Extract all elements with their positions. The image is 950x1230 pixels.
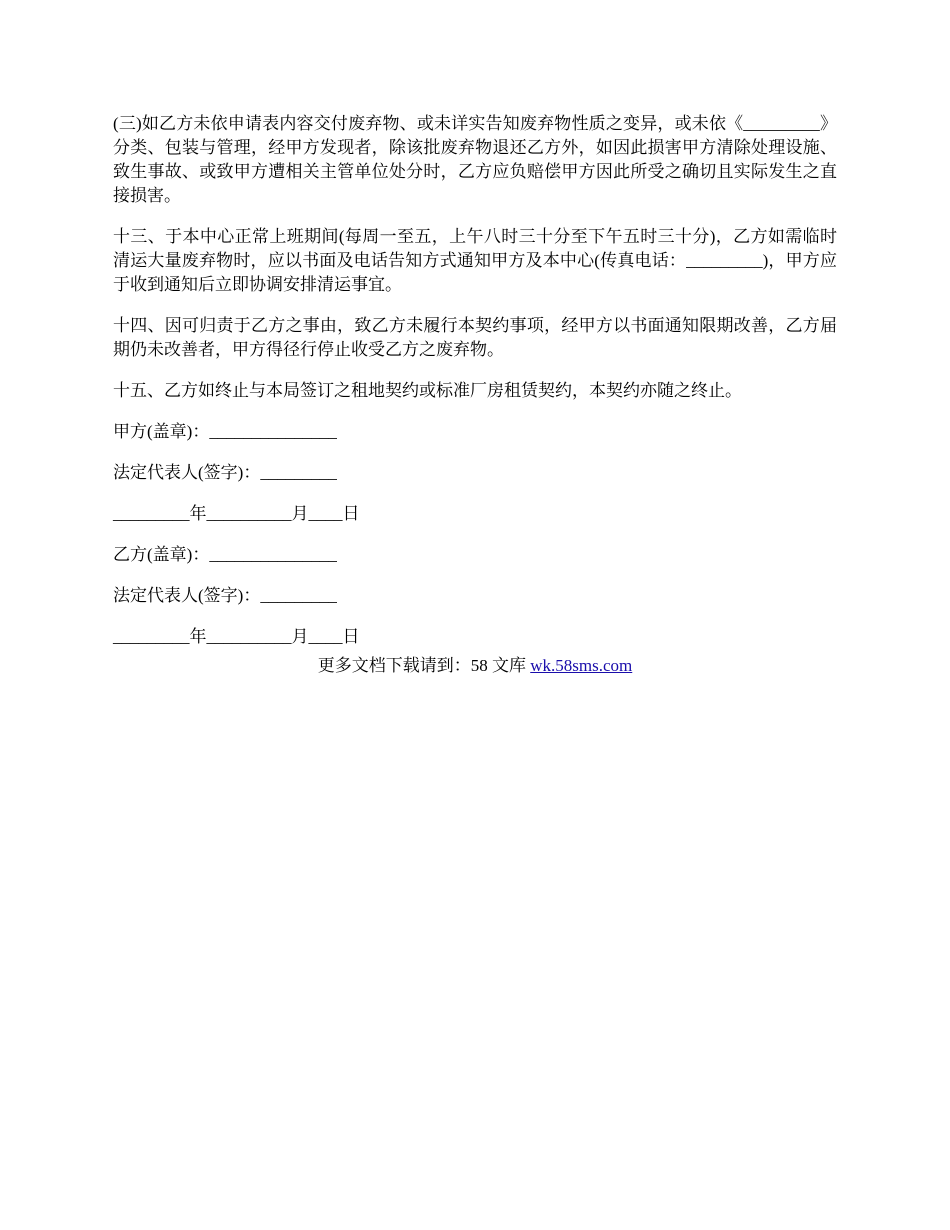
party-b-date-line: _________年__________月____日 bbox=[113, 627, 360, 646]
party-b-seal-line: 乙方(盖章)：_______________ bbox=[113, 545, 337, 564]
clause-paragraph-3: (三)如乙方未依申请表内容交付废弃物、或未详实告知废弃物性质之变异，或未依《_________》分类、包装与管理，经甲方发现者，除该批废弃物退还乙方外，如因此损害甲方清除处理设施、致生事故、或致甲方遭相关主管单位处分时，乙方应负赔偿甲方因此所受之确切且实际发生之直接损害。 bbox=[113, 114, 837, 205]
party-a-seal-line: 甲方(盖章)：_______________ bbox=[113, 422, 337, 441]
party-b-representative-line: 法定代表人(签字)：_________ bbox=[113, 586, 337, 605]
party-a-representative-line: 法定代表人(签字)：_________ bbox=[113, 463, 337, 482]
clause-paragraph-15: 十五、乙方如终止与本局签订之租地契约或标准厂房租赁契约，本契约亦随之终止。 bbox=[113, 381, 742, 400]
document-body bbox=[113, 112, 837, 666]
clause-paragraph-14: 十四、因可归责于乙方之事由，致乙方未履行本契约事项，经甲方以书面通知限期改善，乙方届期仍未改善者，甲方得径行停止收受乙方之废弃物。 bbox=[113, 316, 837, 359]
footer-link[interactable]: wk.58sms.com bbox=[530, 656, 633, 675]
clause-paragraph-13: 十三、于本中心正常上班期间(每周一至五，上午八时三十分至下午五时三十分)，乙方如需临时清运大量废弃物时，应以书面及电话告知方式通知甲方及本中心(传真电话：_________)，甲方应于收到通知后立即协调安排清运事宜。 bbox=[113, 227, 837, 294]
footer-text: 更多文档下载请到：58 文库 bbox=[317, 656, 531, 675]
party-a-date-line: _________年__________月____日 bbox=[113, 504, 360, 523]
download-footer bbox=[0, 654, 950, 678]
